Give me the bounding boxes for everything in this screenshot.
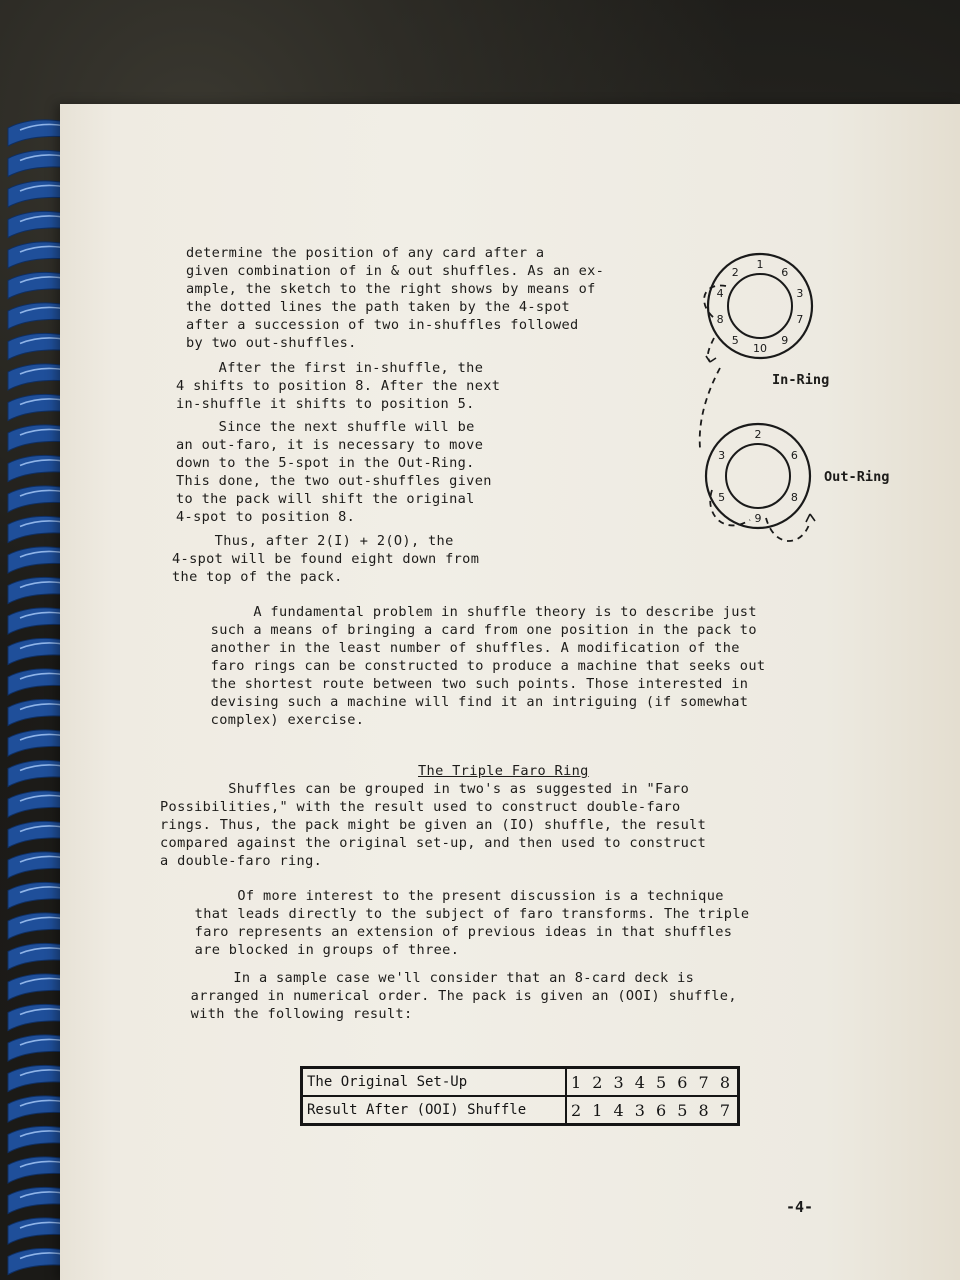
card-sequence: 1 2 3 4 5 6 7 8	[566, 1068, 739, 1097]
shuffle-result-table	[300, 1066, 740, 1126]
ring-number: 6	[790, 449, 798, 462]
section-heading-triple-faro-ring: The Triple Faro Ring	[418, 763, 589, 779]
ring-number: 8	[790, 491, 798, 504]
ring-number: 6	[781, 266, 789, 279]
ring-number: 10	[753, 342, 767, 355]
ring-number: 9	[781, 334, 789, 347]
ring-number: 4	[716, 287, 724, 300]
paragraph-double-faro: Shuffles can be grouped in two's as suggested in "Faro Possibilities," with the result used to construct double-faro rings. Thus, the pack might be given an (IO) shuffle, the result compared against the original set-up, and then used to construct a double-faro ring.	[160, 781, 707, 869]
ring-number: 7	[796, 313, 804, 326]
in-ring-label: In-Ring	[772, 372, 830, 388]
ring-number: 2	[754, 428, 762, 441]
ring-number: 5	[718, 491, 726, 504]
row-label: The Original Set-Up	[302, 1068, 566, 1097]
paragraph-result: Thus, after 2(I) + 2(O), the 4-spot will be found eight down from the top of the pack.	[172, 533, 480, 585]
paragraph-intro: determine the position of any card after a given combination of in & out shuffles. As an ex- ample, the sketch to the right shows by means of the dotted lines the path taken by the 4-spot after a succession of two in-shuffles followed by two out-shuffles.	[186, 245, 605, 351]
paragraph-fundamental-problem: A fundamental problem in shuffle theory is to describe just such a means of bringing a card from one position in the pack to another in the least number of shuffles. A modification of the faro rings can be constructed to produce a machine that seeks out the shortest route between two such points. Those interested in devising such a machine will find it an intriguing (if somewhat complex) exercise.	[210, 604, 766, 728]
ring-number: 3	[718, 449, 726, 462]
paragraph-sample-case: In a sample case we'll consider that an 8-card deck is arranged in numerical order. The pack is given an (OOI) shuffle, with the following result:	[190, 970, 737, 1022]
page-number: -4-	[786, 1198, 814, 1216]
ring-number: 3	[796, 287, 804, 300]
table-row	[302, 1096, 739, 1125]
ring-number: 1	[756, 258, 764, 271]
paragraph-out-faro: Since the next shuffle will be an out-faro, it is necessary to move down to the 5-spot in the Out-Ring. This done, the two out-shuffles given to the pack will shift the original 4-spot to position 8.	[176, 419, 492, 525]
table-row	[302, 1068, 739, 1097]
ring-number: 2	[731, 266, 739, 279]
faro-rings-diagram	[690, 252, 830, 562]
ring-number: 5	[731, 334, 739, 347]
paragraph-triple-faro: Of more interest to the present discussion is a technique that leads directly to the subject of faro transforms. The triple faro represents an extension of previous ideas in that shuffles are blocked in groups of three.	[194, 888, 750, 958]
ring-number: 9	[754, 512, 762, 525]
row-label: Result After (OOI) Shuffle	[302, 1096, 566, 1125]
ring-number: 8	[716, 313, 724, 326]
card-sequence: 2 1 4 3 6 5 8 7	[566, 1096, 739, 1125]
paragraph-first-in-shuffle: After the first in-shuffle, the 4 shifts to position 8. After the next in-shuffle it shifts to position 5.	[176, 360, 501, 412]
out-ring-label: Out-Ring	[824, 469, 890, 485]
